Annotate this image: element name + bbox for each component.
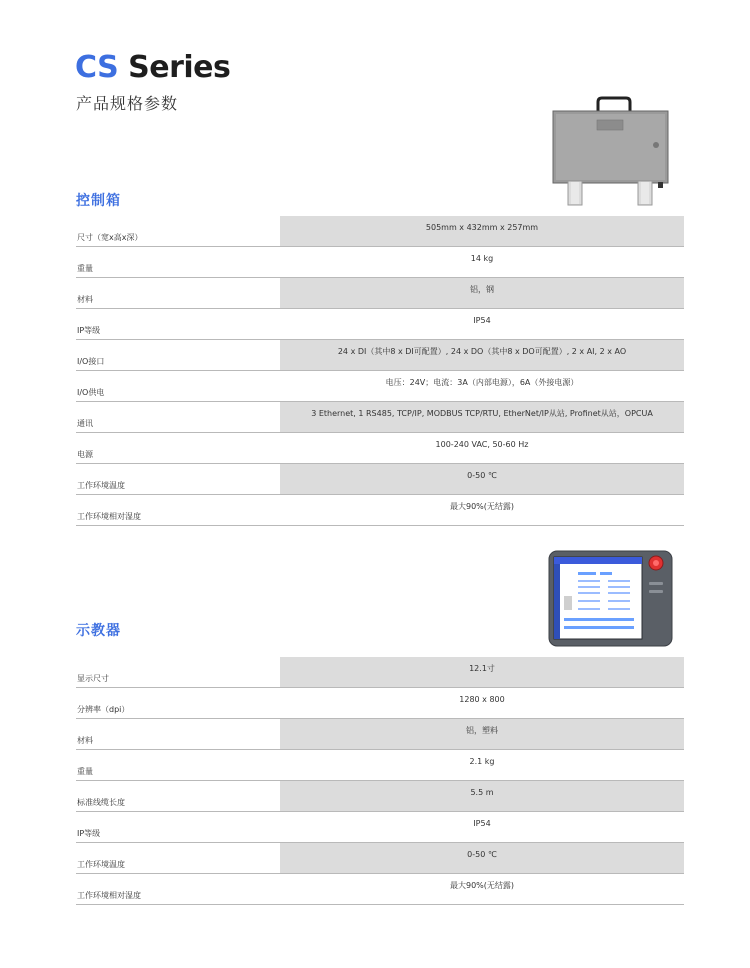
row-label: 重量: [77, 264, 93, 273]
row-label: IP等级: [77, 326, 101, 335]
table-row: [76, 464, 684, 495]
teach-pendant-heading: 示教器: [76, 623, 121, 639]
row-value: 14 kg: [280, 247, 684, 277]
table-row: [76, 216, 684, 247]
table-row: [76, 340, 684, 371]
row-label: 工作环境温度: [77, 481, 125, 490]
row-value: 电压：24V；电流：3A（内部电源），6A（外接电源）: [280, 371, 684, 401]
table-row: [76, 247, 684, 278]
row-value: 505mm x 432mm x 257mm: [280, 216, 684, 246]
row-label: 标准线缆长度: [77, 798, 125, 807]
row-label: I/O接口: [77, 357, 105, 366]
control-cabinet-image: [548, 95, 673, 215]
row-value: 铝，塑料: [280, 719, 684, 749]
row-label: 材料: [77, 736, 93, 745]
teach-pendant-image: [548, 550, 673, 647]
table-row: [76, 874, 684, 905]
row-value: IP54: [280, 309, 684, 339]
title-rest: Series: [128, 50, 231, 85]
row-value: 100-240 VAC, 50-60 Hz: [280, 433, 684, 463]
row-label: 显示尺寸: [77, 674, 109, 683]
table-row: [76, 371, 684, 402]
table-row: [76, 309, 684, 340]
row-label: 材料: [77, 295, 93, 304]
row-value: 最大90%(无结露): [280, 874, 684, 904]
page-subtitle: 产品规格参数: [76, 94, 179, 113]
row-label: 工作环境相对湿度: [77, 891, 141, 900]
row-value: 12.1寸: [280, 657, 684, 687]
row-value: 3 Ethernet, 1 RS485, TCP/IP, MODBUS TCP/RTU, EtherNet/IP从站, Profinet从站，OPCUA: [280, 402, 684, 432]
table-row: [76, 278, 684, 309]
row-value: 0-50 ℃: [280, 843, 684, 873]
table-row: [76, 750, 684, 781]
title-accent: CS: [75, 50, 119, 85]
table-row: [76, 495, 684, 526]
row-value: 最大90%(无结露): [280, 495, 684, 525]
control-box-table: [76, 216, 684, 526]
table-row: [76, 402, 684, 433]
row-value: 铝，钢: [280, 278, 684, 308]
row-value: 0-50 ℃: [280, 464, 684, 494]
row-label: I/O供电: [77, 388, 105, 397]
row-value: 2.1 kg: [280, 750, 684, 780]
teach-pendant-table: [76, 657, 684, 905]
table-row: [76, 433, 684, 464]
table-row: [76, 688, 684, 719]
control-box-heading: 控制箱: [76, 193, 121, 209]
row-label: 分辨率（dpi）: [77, 705, 130, 714]
row-label: 通讯: [77, 419, 93, 428]
row-value: 24 x DI（其中8 x DI可配置）, 24 x DO（其中8 x DO可配置）, 2 x AI, 2 x AO: [280, 340, 684, 370]
table-row: [76, 719, 684, 750]
table-row: [76, 657, 684, 688]
row-label: 重量: [77, 767, 93, 776]
page-title: [75, 50, 230, 85]
row-label: IP等级: [77, 829, 101, 838]
row-label: 工作环境相对湿度: [77, 512, 141, 521]
row-value: IP54: [280, 812, 684, 842]
row-value: 1280 x 800: [280, 688, 684, 718]
row-label: 电源: [77, 450, 93, 459]
row-label: 工作环境温度: [77, 860, 125, 869]
table-row: [76, 781, 684, 812]
row-label: 尺寸（宽x高x深）: [77, 233, 143, 242]
row-value: 5.5 m: [280, 781, 684, 811]
control-cabinet-icon: [548, 95, 673, 215]
teach-pendant-icon: [548, 550, 673, 647]
table-row: [76, 843, 684, 874]
table-row: [76, 812, 684, 843]
